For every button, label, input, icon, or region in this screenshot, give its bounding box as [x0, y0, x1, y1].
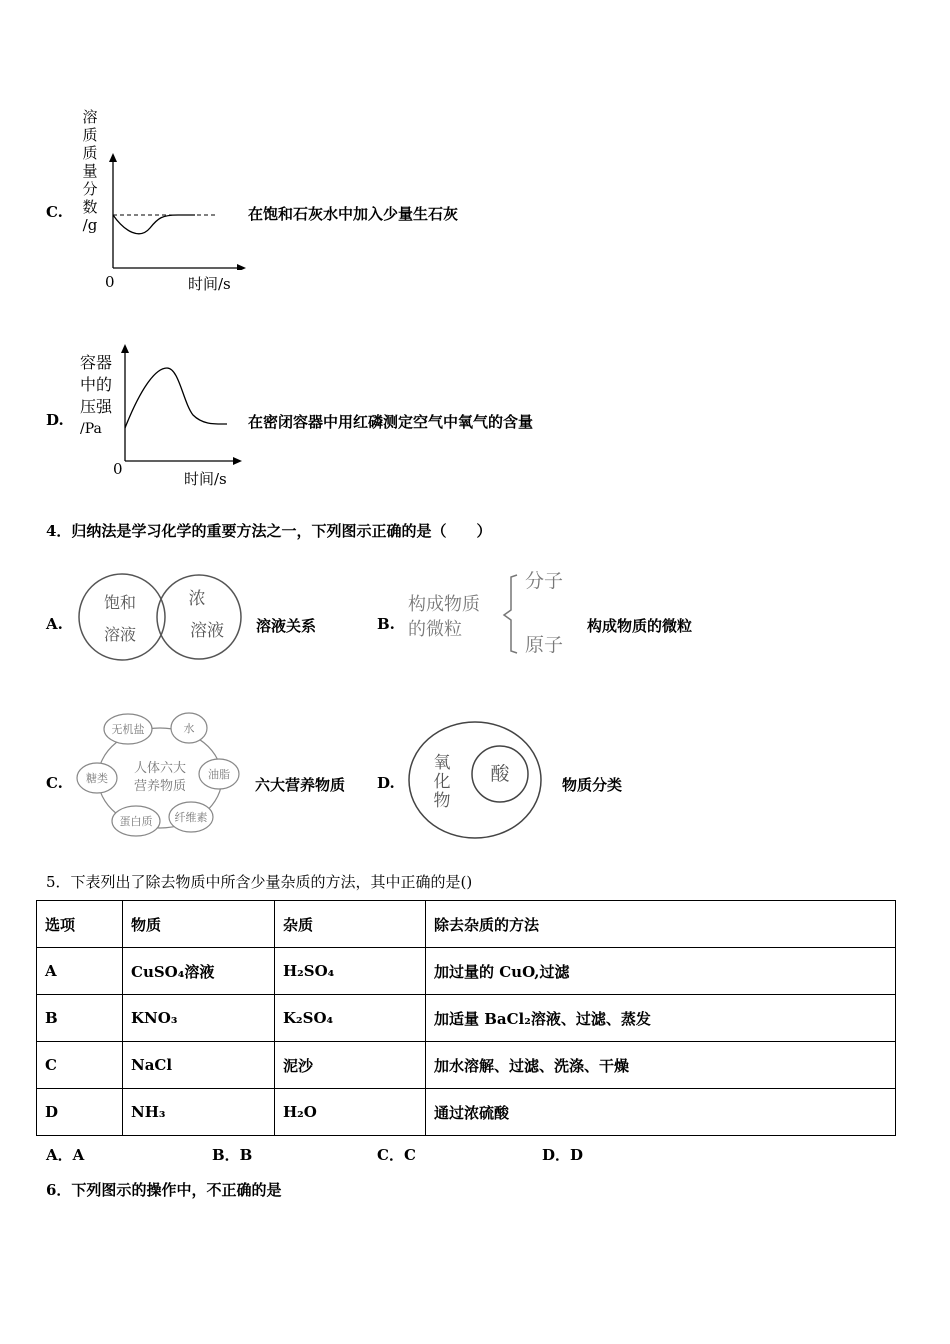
outer-char-1: 氧 — [433, 753, 451, 773]
root-line-2: 的微粒 — [408, 619, 462, 640]
table-row — [37, 1042, 896, 1089]
table-cell: 加适量 BaCl₂溶液、过滤、蒸发 — [426, 995, 896, 1042]
question-6-stem: 6．下列图示的操作中，不正确的是 — [46, 1181, 282, 1199]
q4-option-d-description: 物质分类 — [562, 776, 623, 794]
particle-brace-diagram — [405, 565, 585, 660]
graph-d-x-label: 时间/s — [184, 470, 227, 488]
curve — [125, 368, 227, 428]
venn-diagram — [75, 568, 245, 666]
table-row — [37, 1089, 896, 1136]
root-line-1: 构成物质 — [408, 594, 480, 615]
table-cell: NH₃ — [123, 1089, 275, 1136]
table-cell: B — [37, 995, 123, 1042]
nutrient-cycle-diagram — [72, 704, 247, 839]
center-line-2: 营养物质 — [133, 779, 187, 794]
table-header-cell: 除去杂质的方法 — [426, 901, 896, 948]
table-cell: 泥沙 — [275, 1042, 426, 1089]
table-cell: H₂SO₄ — [275, 948, 426, 995]
venn-left-line-1: 饱和 — [103, 593, 137, 612]
q5-option-c: C．C — [377, 1146, 416, 1164]
q5-option-a: A．A — [46, 1146, 85, 1164]
table-row — [37, 948, 896, 995]
table-row — [37, 995, 896, 1042]
table-cell: KNO₃ — [123, 995, 275, 1042]
q5-option-d: D．D — [542, 1146, 584, 1164]
graph-d — [115, 340, 250, 465]
q4-option-a-description: 溶液关系 — [256, 617, 317, 635]
table-header-cell: 杂质 — [275, 901, 426, 948]
center-line-1: 人体六大 — [133, 761, 187, 776]
question-5-stem: 5．下表列出了除去物质中所含少量杂质的方法，其中正确的是() — [46, 873, 473, 891]
outer-char-2: 化 — [433, 772, 451, 792]
q5-option-b: B．B — [212, 1146, 253, 1164]
graph-c-x-label: 时间/s — [188, 275, 231, 293]
graph-d-origin: 0 — [113, 460, 123, 478]
q4-option-d-letter: D. — [377, 774, 395, 792]
node-water: 水 — [183, 722, 195, 735]
option-d-description: 在密闭容器中用红磷测定空气中氧气的含量 — [248, 413, 534, 431]
question-4-stem: 4．归纳法是学习化学的重要方法之一，下列图示正确的是（ ） — [46, 522, 492, 540]
table-cell: A — [37, 948, 123, 995]
option-c-letter: C. — [46, 203, 63, 221]
q4-option-c-letter: C. — [46, 774, 63, 792]
table-cell: 加过量的 CuO,过滤 — [426, 948, 896, 995]
graph-c-origin: 0 — [105, 273, 115, 291]
table-cell: 通过浓硫酸 — [426, 1089, 896, 1136]
table-cell: C — [37, 1042, 123, 1089]
inner-acid: 酸 — [490, 763, 510, 785]
node-minerals: 无机盐 — [111, 723, 145, 736]
table-header-cell: 物质 — [123, 901, 275, 948]
q4-option-b-letter: B. — [377, 615, 395, 633]
q4-option-c-description: 六大营养物质 — [255, 776, 346, 794]
table-cell: D — [37, 1089, 123, 1136]
table-header-cell: 选项 — [37, 901, 123, 948]
impurity-removal-table — [36, 900, 896, 1136]
node-fats: 油脂 — [208, 768, 230, 781]
table-cell: K₂SO₄ — [275, 995, 426, 1042]
table-header-row — [37, 901, 896, 948]
node-sugars: 糖类 — [86, 772, 108, 785]
graph-c-y-label: 溶 质 质 量 分 数 /g — [82, 108, 98, 234]
graph-c — [100, 150, 250, 270]
venn-right-line-2: 溶液 — [190, 621, 224, 641]
outer-char-3: 物 — [433, 791, 451, 811]
table-cell: CuSO₄溶液 — [123, 948, 275, 995]
table-cell: NaCl — [123, 1042, 275, 1089]
branch-atom: 原子 — [525, 634, 564, 656]
classification-diagram — [405, 718, 545, 843]
branch-molecule: 分子 — [525, 570, 564, 592]
node-protein: 蛋白质 — [119, 815, 153, 828]
table-cell: 加水溶解、过滤、洗涤、干燥 — [426, 1042, 896, 1089]
table-cell: H₂O — [275, 1089, 426, 1136]
option-d-letter: D. — [46, 411, 64, 429]
curve — [113, 215, 195, 234]
option-c-description: 在饱和石灰水中加入少量生石灰 — [248, 205, 459, 223]
venn-right-line-1: 浓 — [188, 589, 206, 609]
node-fiber: 纤维素 — [174, 811, 208, 824]
graph-d-y-label: 容器 中的 压强 /Pa — [80, 353, 113, 437]
venn-left-line-2: 溶液 — [103, 625, 137, 644]
q4-option-a-letter: A. — [46, 615, 63, 633]
q4-option-b-description: 构成物质的微粒 — [587, 617, 693, 635]
